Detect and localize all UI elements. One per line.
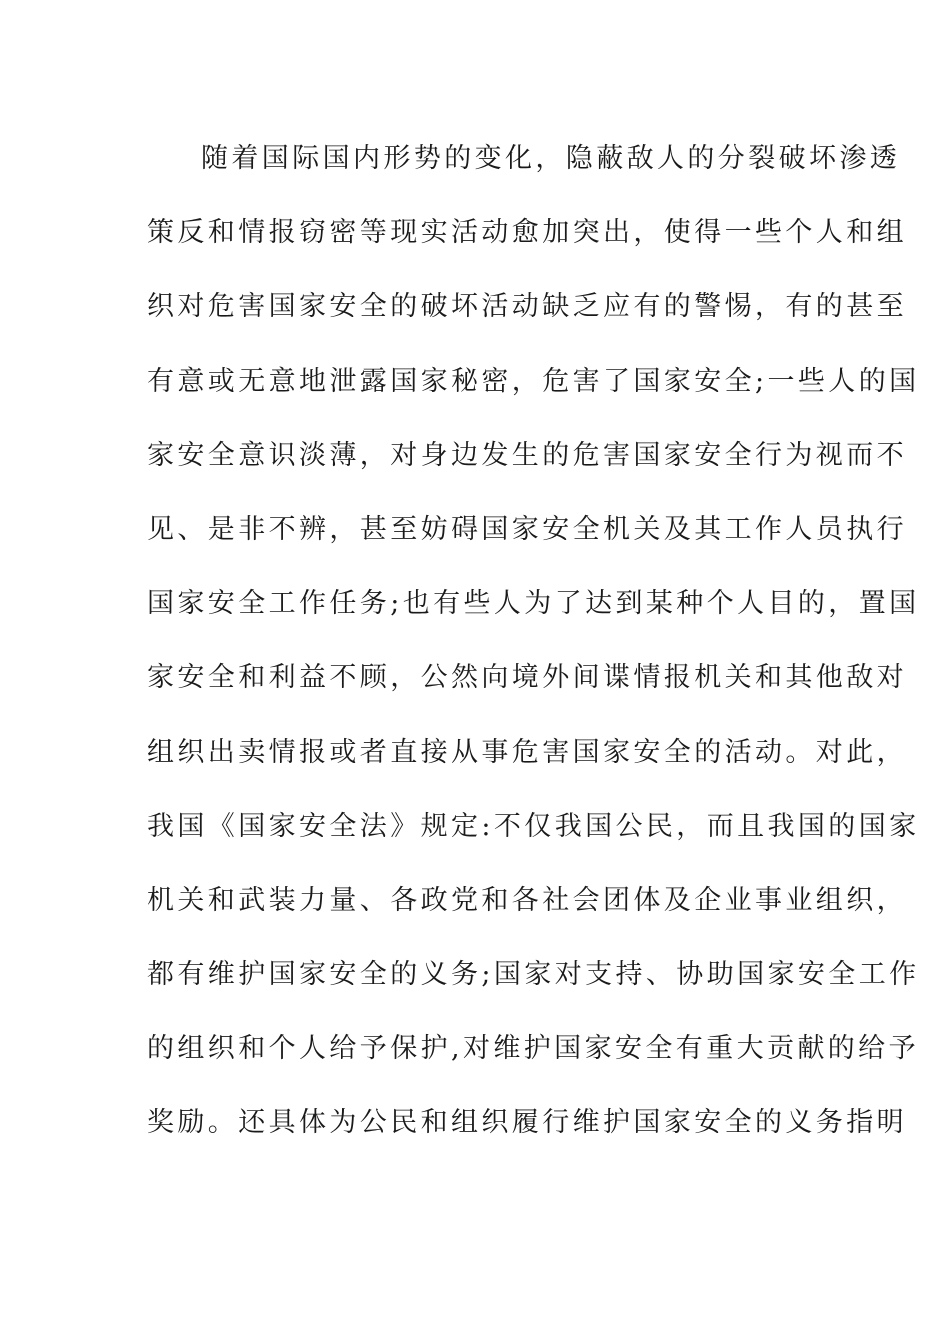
text-line: 随着国际国内形势的变化，隐蔽敌人的分裂破坏渗透 [201,143,901,174]
text-line: 有意或无意地泄露国家秘密，危害了国家安全;一些人的国 [147,365,920,397]
text-line: 见、是非不辨，甚至妨碍国家安全机关及其工作人员执行 [147,513,907,545]
text-line: 我国《国家安全法》规定:不仅我国公民，而且我国的国家 [147,810,920,842]
text-line: 都有维护国家安全的义务;国家对支持、协助国家安全工作 [147,959,920,991]
text-line: 家安全意识淡薄，对身边发生的危害国家安全行为视而不 [147,439,907,471]
text-line: 策反和情报窃密等现实活动愈加突出，使得一些个人和组 [147,217,907,249]
paragraph [147,133,920,1172]
text-line: 的组织和个人给予保护,对维护国家安全有重大贡献的给予 [147,1033,919,1065]
text-line: 国家安全工作任务;也有些人为了达到某种个人目的，置国 [147,588,920,620]
text-line: 织对危害国家安全的破坏活动缺乏应有的警惕，有的甚至 [147,291,907,323]
text-line: 奖励。还具体为公民和组织履行维护国家安全的义务指明 [147,1107,907,1139]
text-line: 家安全和利益不顾，公然向境外间谍情报机关和其他敌对 [147,662,907,694]
text-line: 机关和武装力量、各政党和各社会团体及企业事业组织， [147,884,907,916]
text-line: 组织出卖情报或者直接从事危害国家安全的活动。对此， [147,736,907,768]
